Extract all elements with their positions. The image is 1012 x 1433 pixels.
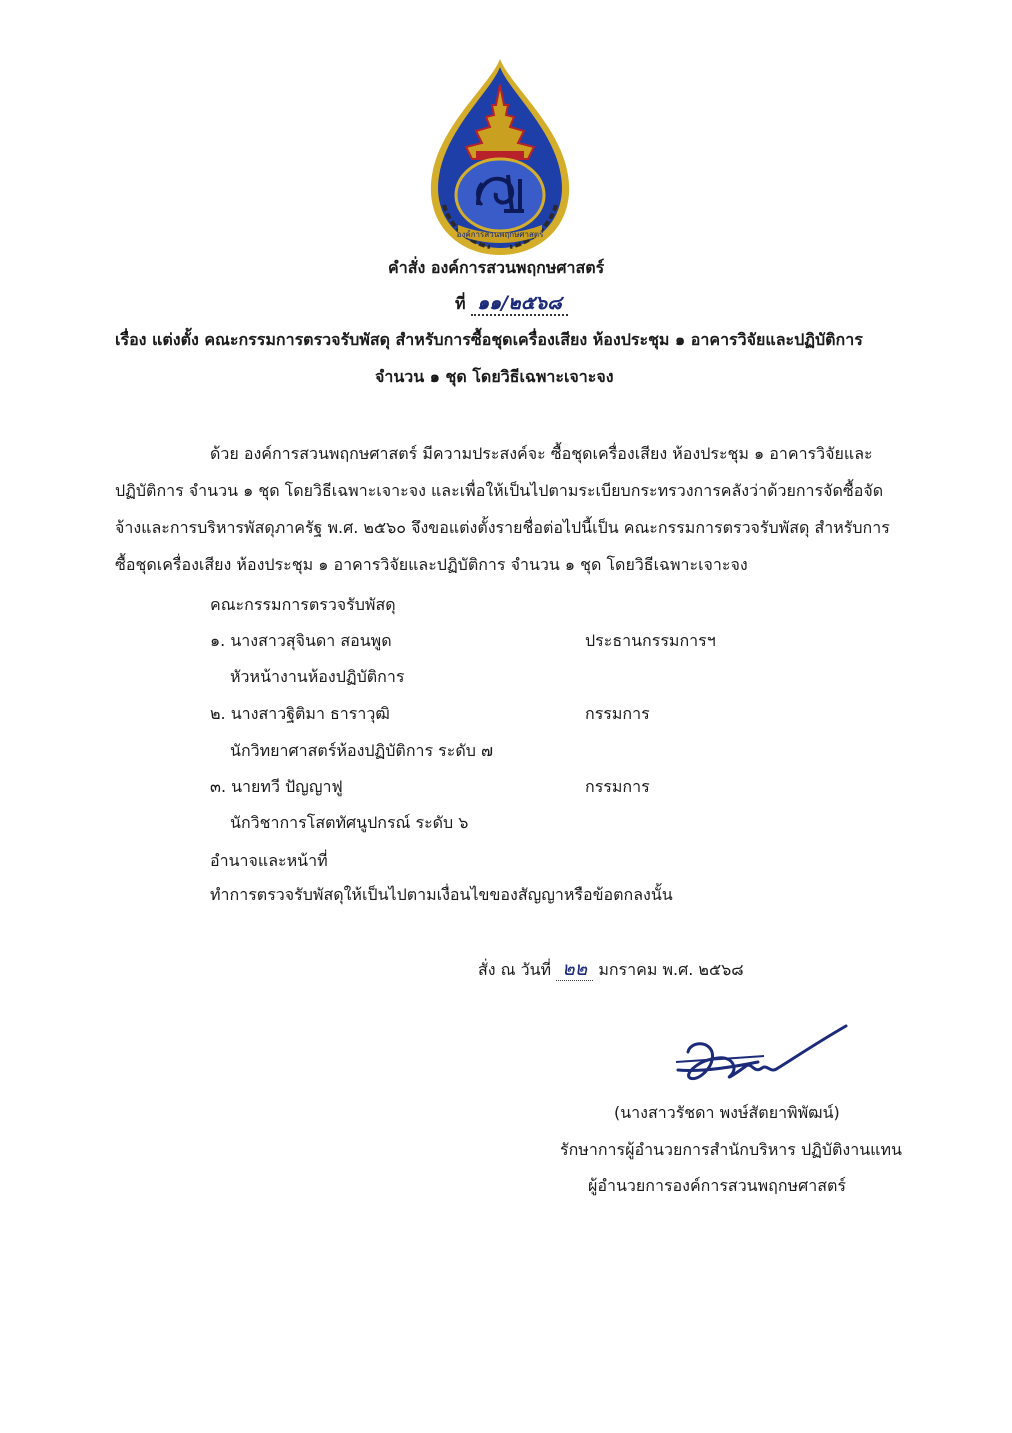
signatory-title-2: ผู้อำนวยการองค์การสวนพฤกษศาสตร์ [588,1176,846,1195]
order-number-line [455,292,568,316]
paragraph-line-2: ปฏิบัติการ จำนวน ๑ ชุด โดยวิธีเฉพาะเจาะจง และเพื่อให้เป็นไปตามระเบียบกระทรวงการคลังว่าด้วยการจัดซื้อจัด [115,481,884,500]
duties-heading: อำนาจและหน้าที่ [210,851,328,870]
order-number-prefix: ที่ [455,294,466,313]
date-rest: มกราคม พ.ศ. ๒๕๖๘ [598,960,744,979]
paragraph-line-3: จ้างและการบริหารพัสดุภาครัฐ พ.ศ. ๒๕๖๐ จึงขอแต่งตั้งรายชื่อต่อไปนี้เป็น คณะกรรมการตรวจรับพัสดุ สำหรับการ [115,518,890,537]
date-day: ๒๒ [556,958,593,981]
member-1-position: หัวหน้างานห้องปฏิบัติการ [230,667,405,686]
member-3-role: กรรมการ [585,777,650,796]
paragraph-line-4: ซื้อชุดเครื่องเสียง ห้องประชุม ๑ อาคารวิจัยและปฏิบัติการ จำนวน ๑ ชุด โดยวิธีเฉพาะเจาะจง [115,555,748,574]
subject-line-1: เรื่อง แต่งตั้ง คณะกรรมการตรวจรับพัสดุ สำหรับการซื้อชุดเครื่องเสียง ห้องประชุม ๑ อาคารวิจัยและปฏิบัติการ [115,330,863,349]
member-1-role: ประธานกรรมการฯ [585,631,716,650]
member-3-position: นักวิชาการโสตทัศนูปกรณ์ ระดับ ๖ [230,813,469,832]
order-date [478,958,744,981]
member-2-position: นักวิทยาศาสตร์ห้องปฏิบัติการ ระดับ ๗ [230,741,494,760]
member-2-name: ๒. นางสาวฐิติมา ธาราวุฒิ [210,704,390,723]
date-prefix: สั่ง ณ วันที่ [478,960,552,979]
subject-line-2: จำนวน ๑ ชุด โดยวิธีเฉพาะเจาะจง [375,367,614,386]
member-2-role: กรรมการ [585,704,650,723]
handwritten-signature [668,1022,853,1094]
order-number-value: ๑๑/๒๕๖๘ [471,292,568,316]
committee-heading: คณะกรรมการตรวจรับพัสดุ [210,595,396,614]
organization-logo [420,55,580,260]
order-title: คำสั่ง องค์การสวนพฤกษศาสตร์ [388,258,605,277]
paragraph-line-1: ด้วย องค์การสวนพฤกษศาสตร์ มีความประสงค์จะ ซื้อชุดเครื่องเสียง ห้องประชุม ๑ อาคารวิจัยและ [210,444,873,463]
member-3-name: ๓. นายทวี ปัญญาฟู [210,777,343,796]
signatory-title-1: รักษาการผู้อำนวยการสำนักบริหาร ปฏิบัติงานแทน [560,1140,902,1159]
member-1-name: ๑. นางสาวสุจินดา สอนพูด [210,631,392,650]
signatory-name: (นางสาวรัชดา พงษ์สัตยาพิพัฒน์) [614,1103,840,1122]
logo-text: องค์การสวนพฤกษศาสตร์ [456,230,544,239]
duties-text: ทำการตรวจรับพัสดุให้เป็นไปตามเงื่อนไขของสัญญาหรือข้อตกลงนั้น [210,885,673,904]
